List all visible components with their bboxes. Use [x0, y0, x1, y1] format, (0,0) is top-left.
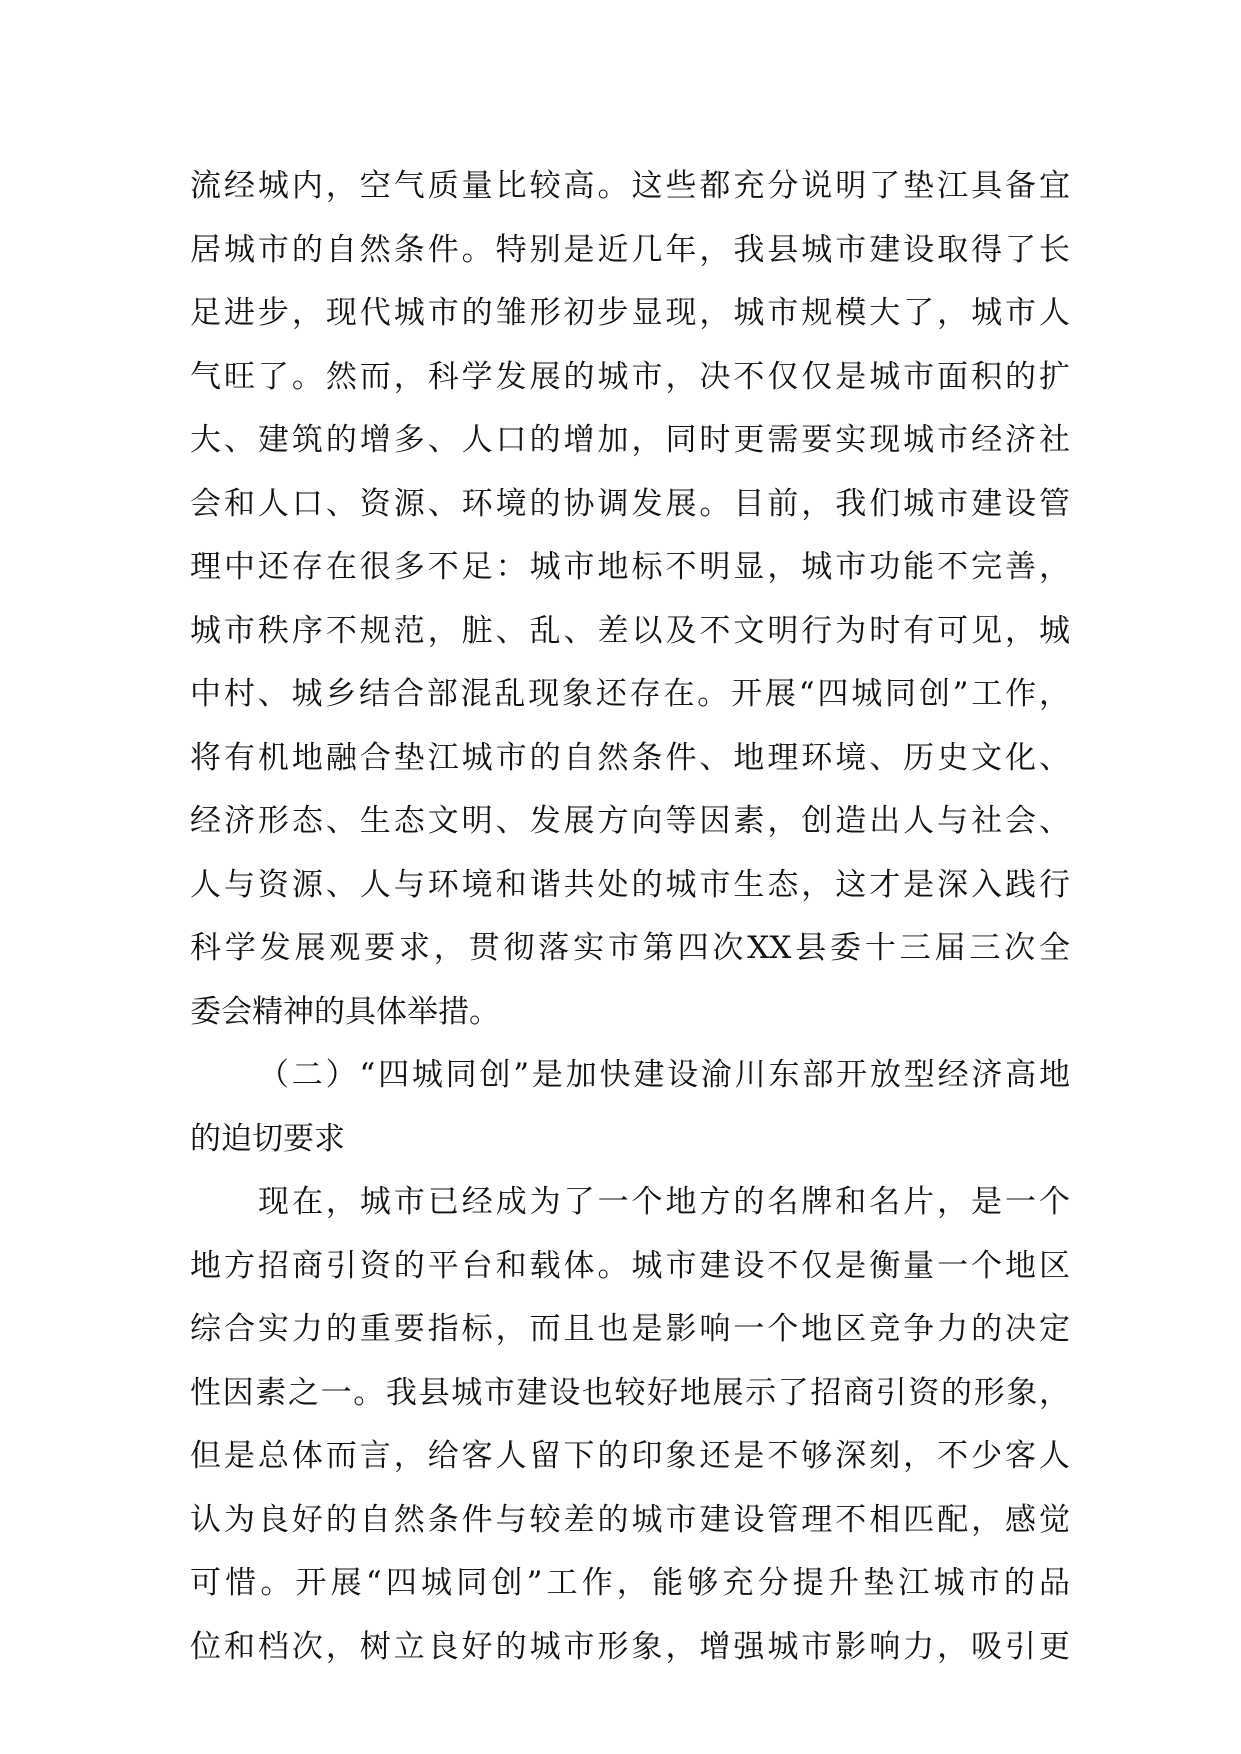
text-line: 性因素之一。我县城市建设也较好地展示了招商引资的形象， [190, 1374, 1070, 1411]
text-line: 大、建筑的增多、人口的增加，同时更需要实现城市经济社 [190, 422, 1070, 458]
text-line: 理中还存在很多不足：城市地标不明显，城市功能不完善， [190, 549, 1070, 585]
text-line: 流经城内，空气质量比较高。这些都充分说明了垫江具备宜 [190, 168, 1070, 204]
text-line: 可惜。开展“四城同创”工作，能够充分提升垫江城市的品 [190, 1565, 1070, 1601]
text-line: 城市秩序不规范，脏、乱、差以及不文明行为时有可见，城 [190, 612, 1070, 649]
text-line: 会和人口、资源、环境的协调发展。目前，我们城市建设管 [190, 485, 1070, 522]
body-text [190, 155, 1070, 1679]
text-line: 地方招商引资的平台和载体。城市建设不仅是衡量一个地区 [190, 1247, 1070, 1284]
text-line: 综合实力的重要指标，而且也是影响一个地区竞争力的决定 [190, 1311, 1070, 1347]
section-heading-line: （二）“四城同创”是加快建设渝川东部开放型经济高地 [258, 1057, 1070, 1093]
text-line: 中村、城乡结合部混乱现象还存在。开展“四城同创”工作， [190, 676, 1070, 712]
text-line: 人与资源、人与环境和谐共处的城市生态，这才是深入践行 [190, 866, 1070, 903]
text-line: 认为良好的自然条件与较差的城市建设管理不相匹配，感觉 [190, 1501, 1070, 1538]
text-line: 气旺了。然而，科学发展的城市，决不仅仅是城市面积的扩 [190, 358, 1070, 395]
text-line: 经济形态、生态文明、发展方向等因素，创造出人与社会、 [190, 803, 1070, 839]
text-line: 足进步，现代城市的雏形初步显现，城市规模大了，城市人 [190, 295, 1070, 331]
section-heading-line: 的迫切要求 [190, 1120, 345, 1157]
text-line: 委会精神的具体举措。 [190, 993, 500, 1030]
text-line: 将有机地融合垫江城市的自然条件、地理环境、历史文化、 [190, 739, 1070, 776]
text-line: 但是总体而言，给客人留下的印象还是不够深刻，不少客人 [190, 1438, 1070, 1474]
text-line: 科学发展观要求，贯彻落实市第四次XX县委十三届三次全 [190, 930, 1070, 966]
text-line: 现在，城市已经成为了一个地方的名牌和名片，是一个 [258, 1184, 1070, 1220]
text-line: 位和档次，树立良好的城市形象，增强城市影响力，吸引更 [190, 1628, 1070, 1665]
text-line: 居城市的自然条件。特别是近几年，我县城市建设取得了长 [190, 231, 1070, 268]
